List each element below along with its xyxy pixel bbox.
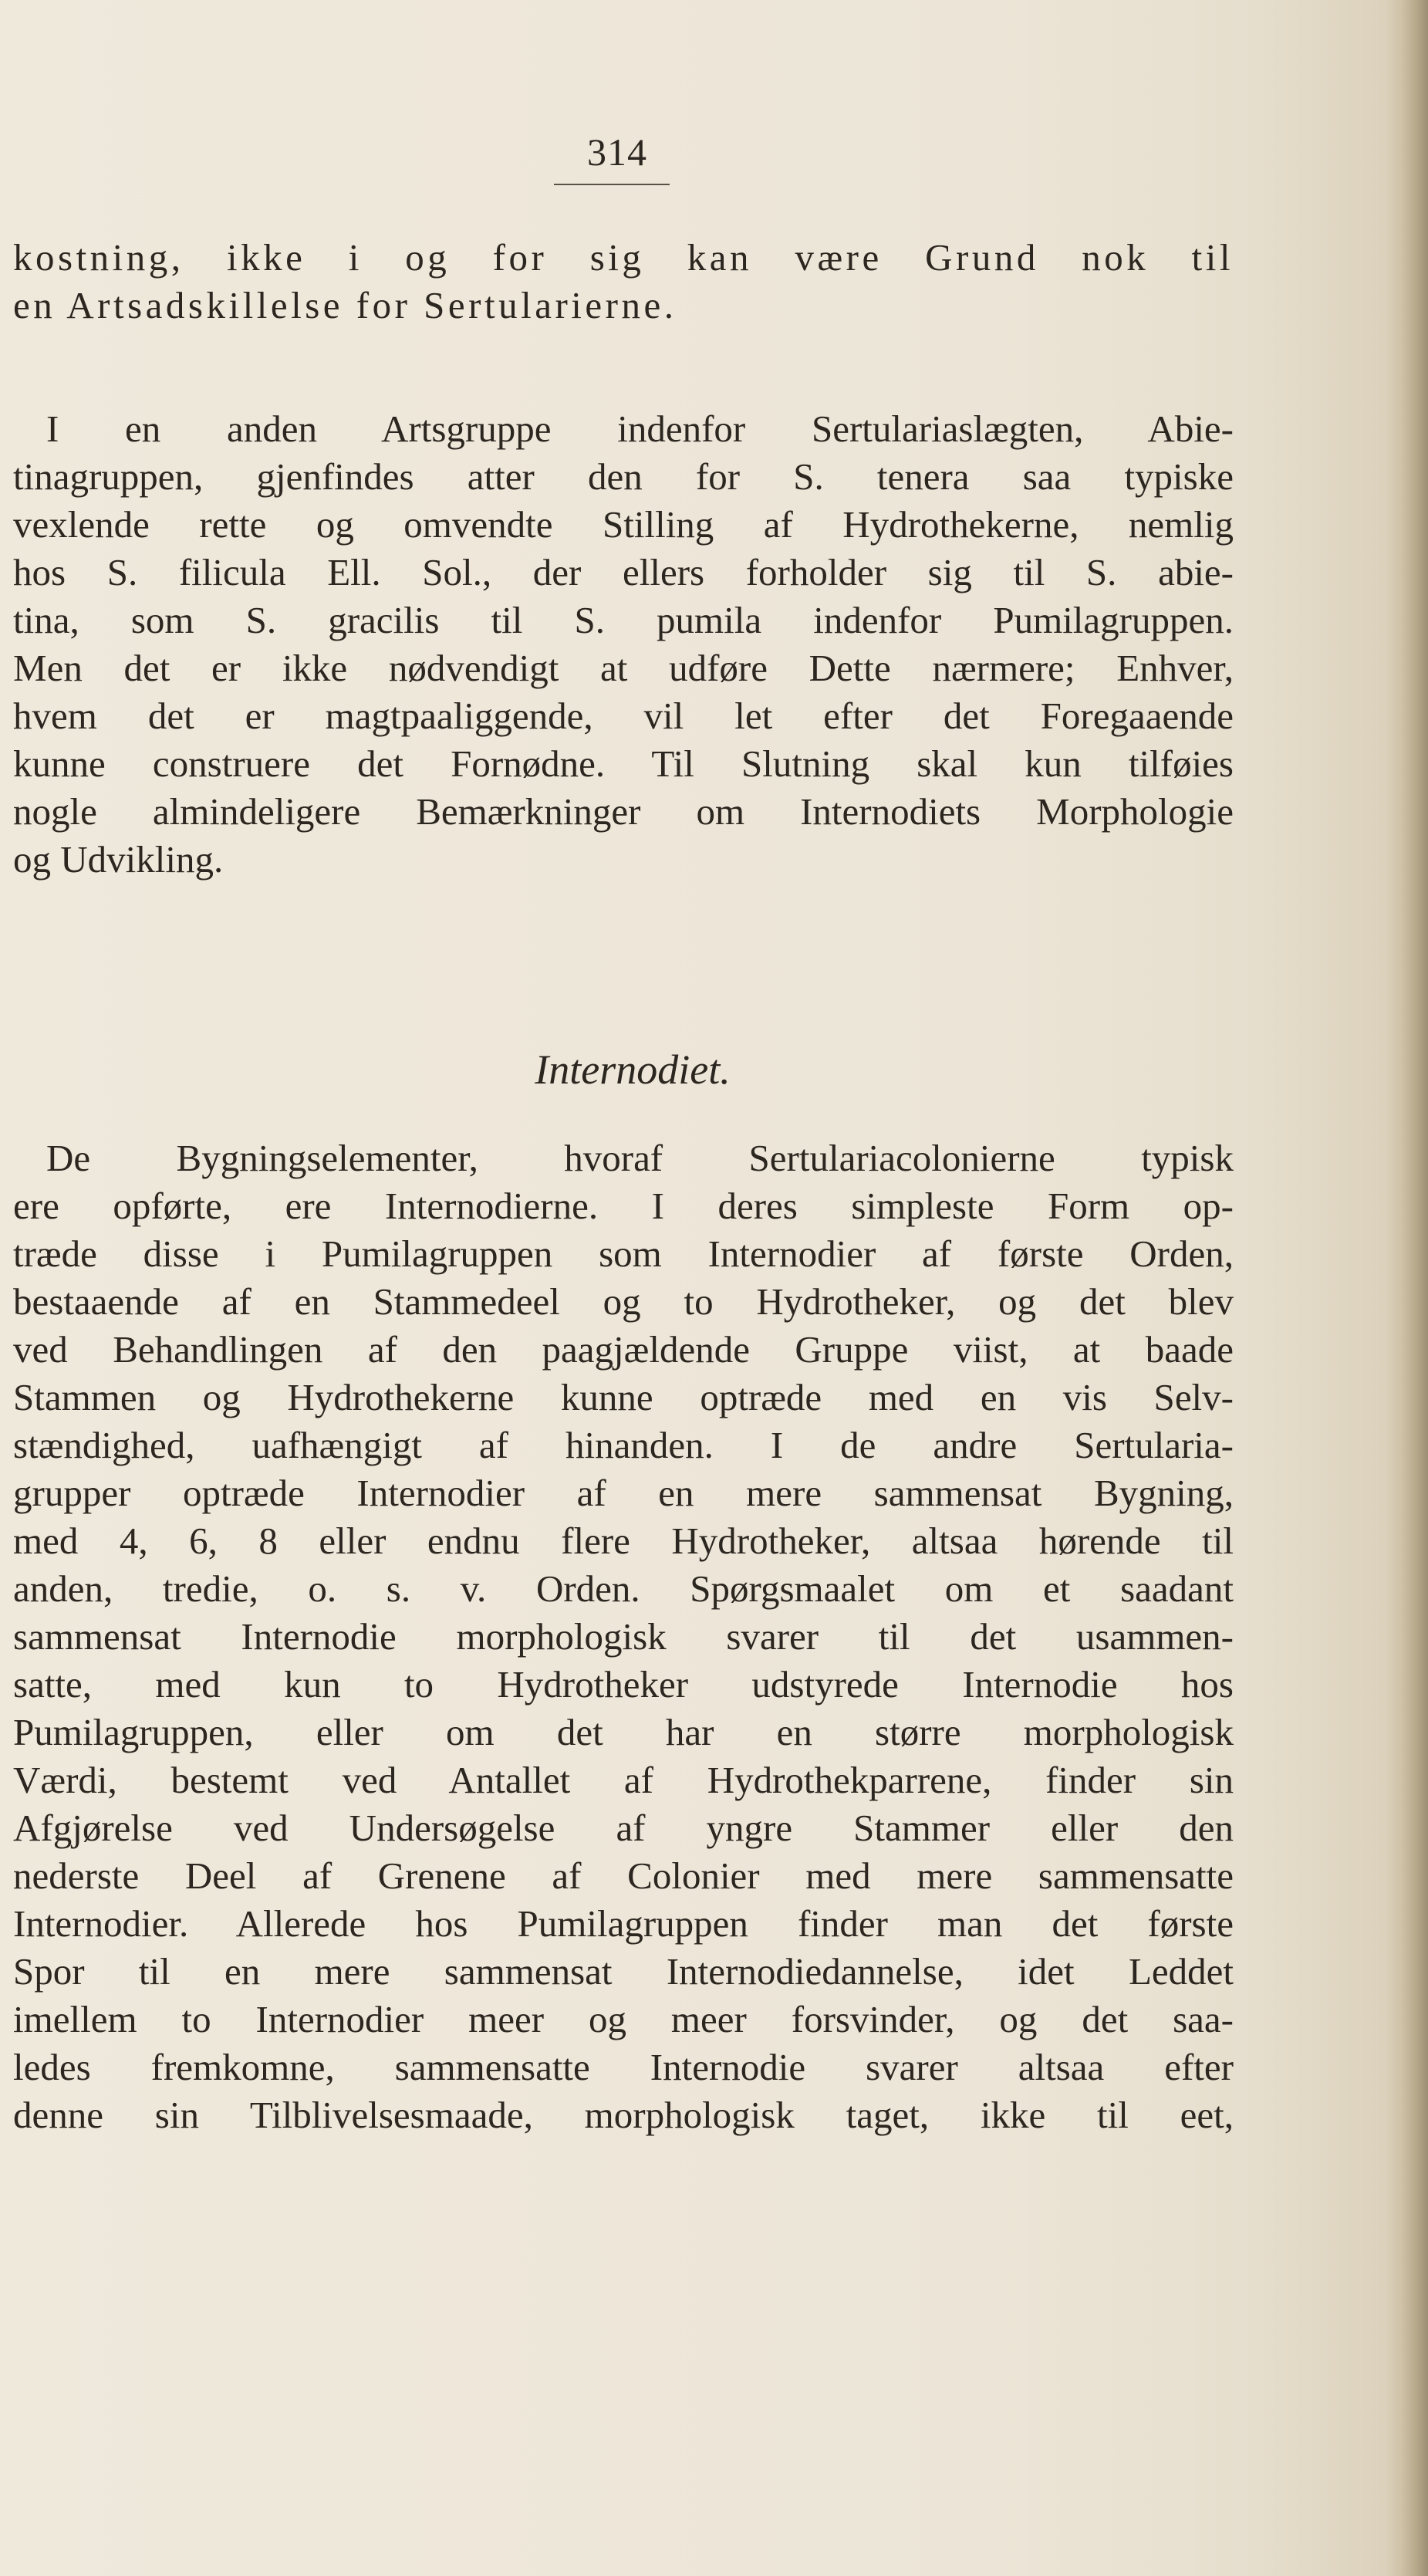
text-line: tina, som S. gracilis til S. pumila indenfor Pumilagruppen. [13, 599, 1234, 641]
text-line: imellem to Internodier meer og meer forsvinder, og det saa- [13, 1998, 1234, 2040]
page-number: 314 [587, 130, 647, 174]
paragraph-1 [13, 234, 1234, 330]
text-line: Værdi, bestemt ved Antallet af Hydrothekparrene, finder sin [13, 1759, 1234, 1801]
text-line: I en anden Artsgruppe indenfor Sertulariaslægten, Abie- [46, 407, 1234, 450]
text-line: Afgjørelse ved Undersøgelse af yngre Stammer eller den [13, 1807, 1234, 1849]
text-line: kostning, ikke i og for sig kan være Grund nok til [13, 236, 1234, 279]
text-line: grupper optræde Internodier af en mere sammensat Bygning, [13, 1472, 1234, 1514]
page-number-rule [554, 184, 670, 185]
paragraph-2 [13, 405, 1234, 884]
text-line: og Udvikling. [13, 838, 224, 881]
text-line: med 4, 6, 8 eller endnu flere Hydrotheker, altsaa hørende til [13, 1520, 1234, 1562]
text-line: hos S. filicula Ell. Sol., der ellers forholder sig til S. abie- [13, 551, 1234, 593]
text-line: denne sin Tilblivelsesmaade, morphologisk taget, ikke til eet, [13, 2094, 1234, 2136]
text-line: træde disse i Pumilagruppen som Internodier af første Orden, [13, 1232, 1234, 1275]
text-line: hvem det er magtpaaliggende, vil let efter det Foregaaende [13, 695, 1234, 737]
page-edge-shadow [1386, 0, 1428, 2576]
text-line: bestaaende af en Stammedeel og to Hydrotheker, og det blev [13, 1280, 1234, 1323]
text-line: sammensat Internodie morphologisk svarer til det usammen- [13, 1615, 1234, 1658]
text-line: nederste Deel af Grenene af Colonier med mere sammensatte [13, 1854, 1234, 1897]
section-heading: Internodiet. [535, 1046, 731, 1093]
paragraph-3 [13, 1134, 1234, 2139]
text-line: kunne construere det Fornødne. Til Slutning skal kun tilføies [13, 742, 1234, 785]
text-line: satte, med kun to Hydrotheker udstyrede Internodie hos [13, 1663, 1234, 1706]
text-line: ved Behandlingen af den paagjældende Gruppe viist, at baade [13, 1328, 1234, 1371]
text-line: en Artsadskillelse for Sertularierne. [13, 284, 677, 326]
text-line: Stammen og Hydrothekerne kunne optræde med en vis Selv- [13, 1376, 1234, 1418]
text-line: tinagruppen, gjenfindes atter den for S. tenera saa typiske [13, 455, 1234, 498]
text-line: Men det er ikke nødvendigt at udføre Dette nærmere; Enhver, [13, 647, 1234, 689]
text-line: stændighed, uafhængigt af hinanden. I de andre Sertularia- [13, 1424, 1234, 1466]
text-line: De Bygningselementer, hvoraf Sertulariacolonierne typisk [46, 1137, 1234, 1179]
text-line: anden, tredie, o. s. v. Orden. Spørgsmaalet om et saadant [13, 1567, 1234, 1610]
text-line: Internodier. Allerede hos Pumilagruppen finder man det første [13, 1902, 1234, 1945]
text-line: nogle almindeligere Bemærkninger om Internodiets Morphologie [13, 790, 1234, 833]
text-line: ledes fremkomne, sammensatte Internodie svarer altsaa efter [13, 2046, 1234, 2088]
text-line: Pumilagruppen, eller om det har en større morphologisk [13, 1711, 1234, 1753]
text-line: ere opførte, ere Internodierne. I deres simpleste Form op- [13, 1185, 1234, 1227]
text-line: Spor til en mere sammensat Internodiedannelse, idet Leddet [13, 1950, 1234, 1993]
text-line: vexlende rette og omvendte Stilling af Hydrothekerne, nemlig [13, 503, 1234, 546]
